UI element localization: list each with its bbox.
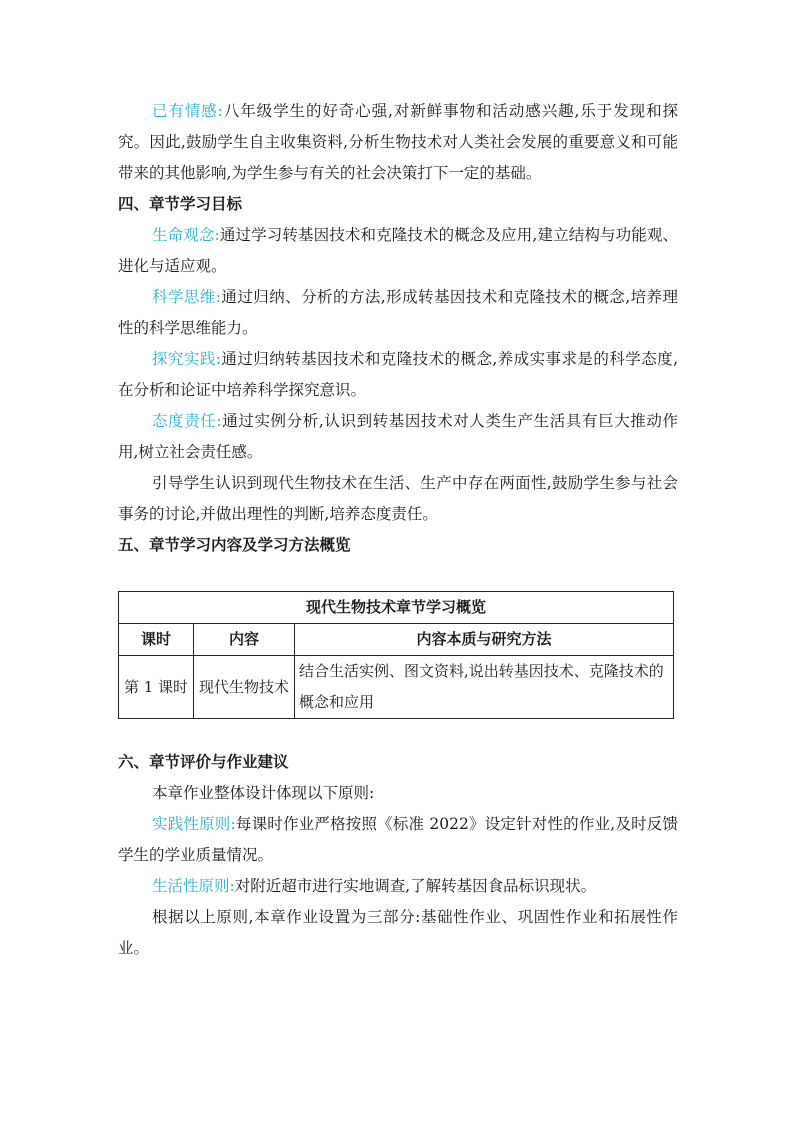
principle-paragraph: [118, 809, 678, 871]
term-label: 实践性原则:: [152, 815, 236, 833]
column-header: 内容: [194, 624, 295, 656]
objective-paragraph: [118, 344, 678, 406]
table-cell: 结合生活实例、图文资料,说出转基因技术、克隆技术的概念和应用: [295, 656, 674, 719]
section-heading-overview: 五、章节学习内容及学习方法概览: [118, 536, 351, 554]
term-label: 科学思维:: [152, 288, 221, 306]
emotion-paragraph: [118, 96, 678, 189]
table-cell: 现代生物技术: [194, 656, 295, 719]
table-row: [119, 656, 674, 719]
table-cell: 第 1 课时: [119, 656, 194, 719]
document-body: [118, 96, 678, 964]
term-label: 态度责任:: [152, 412, 222, 430]
evaluation-intro: 本章作业整体设计体现以下原则:: [152, 784, 375, 802]
objective-closing-paragraph: 引导学生认识到现代生物技术在生活、生产中存在两面性,鼓励学生参与社会事务的讨论,并做出理性的判断,培养态度责任。: [118, 474, 678, 523]
principle-paragraph: [118, 871, 678, 902]
paragraph-text: 通过归纳转基因技术和克隆技术的概念,养成实事求是的科学态度,在分析和论证中培养科学探究意识。: [118, 350, 678, 399]
column-header: 内容本质与研究方法: [295, 624, 674, 656]
section-heading-evaluation: 六、章节评价与作业建议: [118, 753, 289, 771]
column-header: 课时: [119, 624, 194, 656]
term-label: 生活性原则:: [152, 877, 235, 895]
overview-table: [118, 591, 674, 719]
evaluation-closing-paragraph: 根据以上原则,本章作业设置为三部分:基础性作业、巩固性作业和拓展性作业。: [118, 908, 678, 957]
paragraph-text: 通过学习转基因技术和克隆技术的概念及应用,建立结构与功能观、进化与适应观。: [118, 226, 678, 275]
paragraph-text: 通过归纳、分析的方法,形成转基因技术和克隆技术的概念,培养理性的科学思维能力。: [118, 288, 678, 337]
term-label: 生命观念:: [152, 226, 220, 244]
table-title: 现代生物技术章节学习概览: [119, 592, 674, 624]
table-header-row: [119, 624, 674, 656]
objective-paragraph: [118, 220, 678, 282]
paragraph-text: 对附近超市进行实地调查,了解转基因食品标识现状。: [234, 877, 597, 895]
paragraph-text: 通过实例分析,认识到转基因技术对人类生产生活具有巨大推动作用,树立社会责任感。: [118, 412, 678, 461]
objective-paragraph: [118, 406, 678, 468]
section-heading-objectives: 四、章节学习目标: [118, 195, 243, 213]
paragraph-text: 八年级学生的好奇心强,对新鲜事物和活动感兴趣,乐于发现和探究。因此,鼓励学生自主收集资料,分析生物技术对人类社会发展的重要意义和可能带来的其他影响,为学生参与有关的社会决策打下一定的基础。: [118, 102, 678, 182]
paragraph-text: 每课时作业严格按照《标准 2022》设定针对性的作业,及时反馈学生的学业质量情况。: [118, 815, 678, 864]
objective-paragraph: [118, 282, 678, 344]
term-label: 已有情感:: [152, 102, 223, 120]
term-label: 探究实践:: [152, 350, 221, 368]
